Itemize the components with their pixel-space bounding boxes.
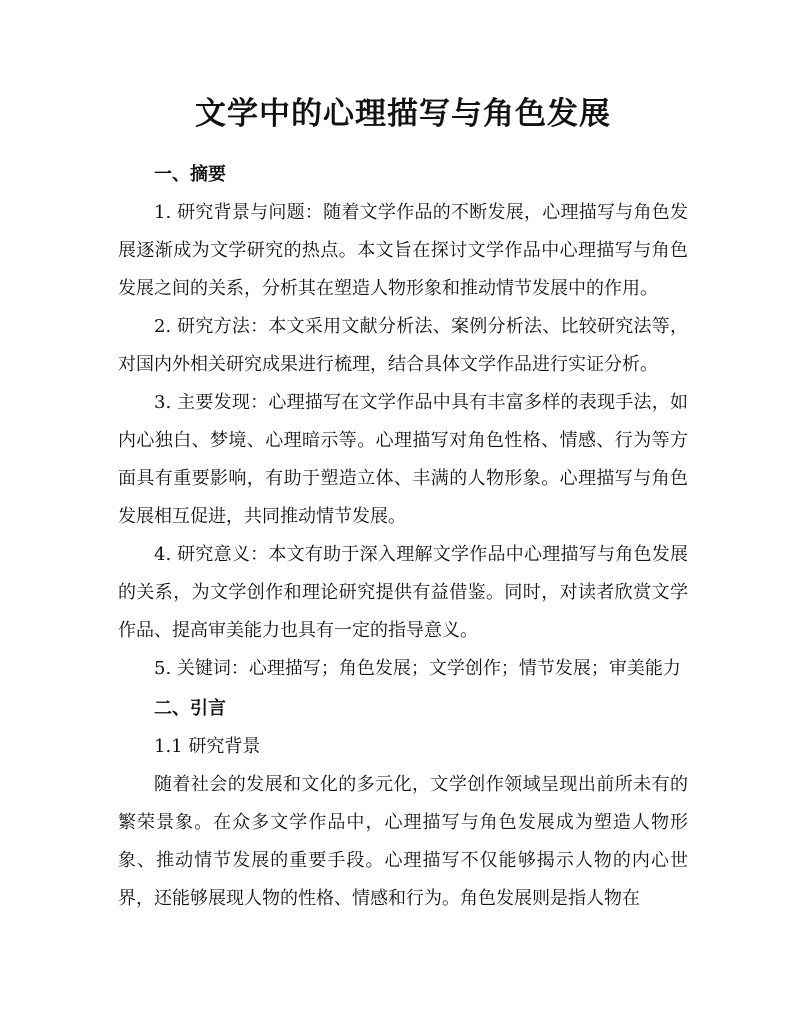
- section-heading-introduction: 二、引言: [154, 698, 226, 719]
- abstract-paragraph-4: 4. 研究意义：本文有助于深入理解文学作品中心理描写与角色发展的关系，为文学创作和理论研究提供有益借鉴。同时，对读者欣赏文学作品、提高审美能力也具有一定的指导意义。: [118, 544, 688, 641]
- subheading-research-background: 1.1 研究背景: [154, 736, 261, 757]
- abstract-paragraph-3: 3. 主要发现：心理描写在文学作品中具有丰富多样的表现手法，如内心独白、梦境、心理暗示等。心理描写对角色性格、情感、行为等方面具有重要影响，有助于塑造立体、丰满的人物形象。心理描写与角色发展相互促进，共同推动情节发展。: [118, 392, 688, 527]
- abstract-paragraph-5: 5. 关键词：心理描写；角色发展；文学创作；情节发展；审美能力: [154, 658, 681, 679]
- section-heading-abstract: 一、摘要: [154, 164, 226, 185]
- abstract-paragraph-2: 2. 研究方法：本文采用文献分析法、案例分析法、比较研究法等，对国内外相关研究成果进行梳理，结合具体文学作品进行实证分析。: [118, 316, 688, 375]
- abstract-paragraph-1: 1. 研究背景与问题：随着文学作品的不断发展，心理描写与角色发展逐渐成为文学研究的热点。本文旨在探讨文学作品中心理描写与角色发展之间的关系，分析其在塑造人物形象和推动情节发展中的作用。: [118, 202, 688, 299]
- document-title: 文学中的心理描写与角色发展: [195, 96, 611, 132]
- introduction-paragraph-1: 随着社会的发展和文化的多元化，文学创作领域呈现出前所未有的繁荣景象。在众多文学作品中，心理描写与角色发展成为塑造人物形象、推动情节发展的重要手段。心理描写不仅能够揭示人物的内心世界，还能够展现人物的性格、情感和行为。角色发展则是指人物在: [118, 774, 688, 909]
